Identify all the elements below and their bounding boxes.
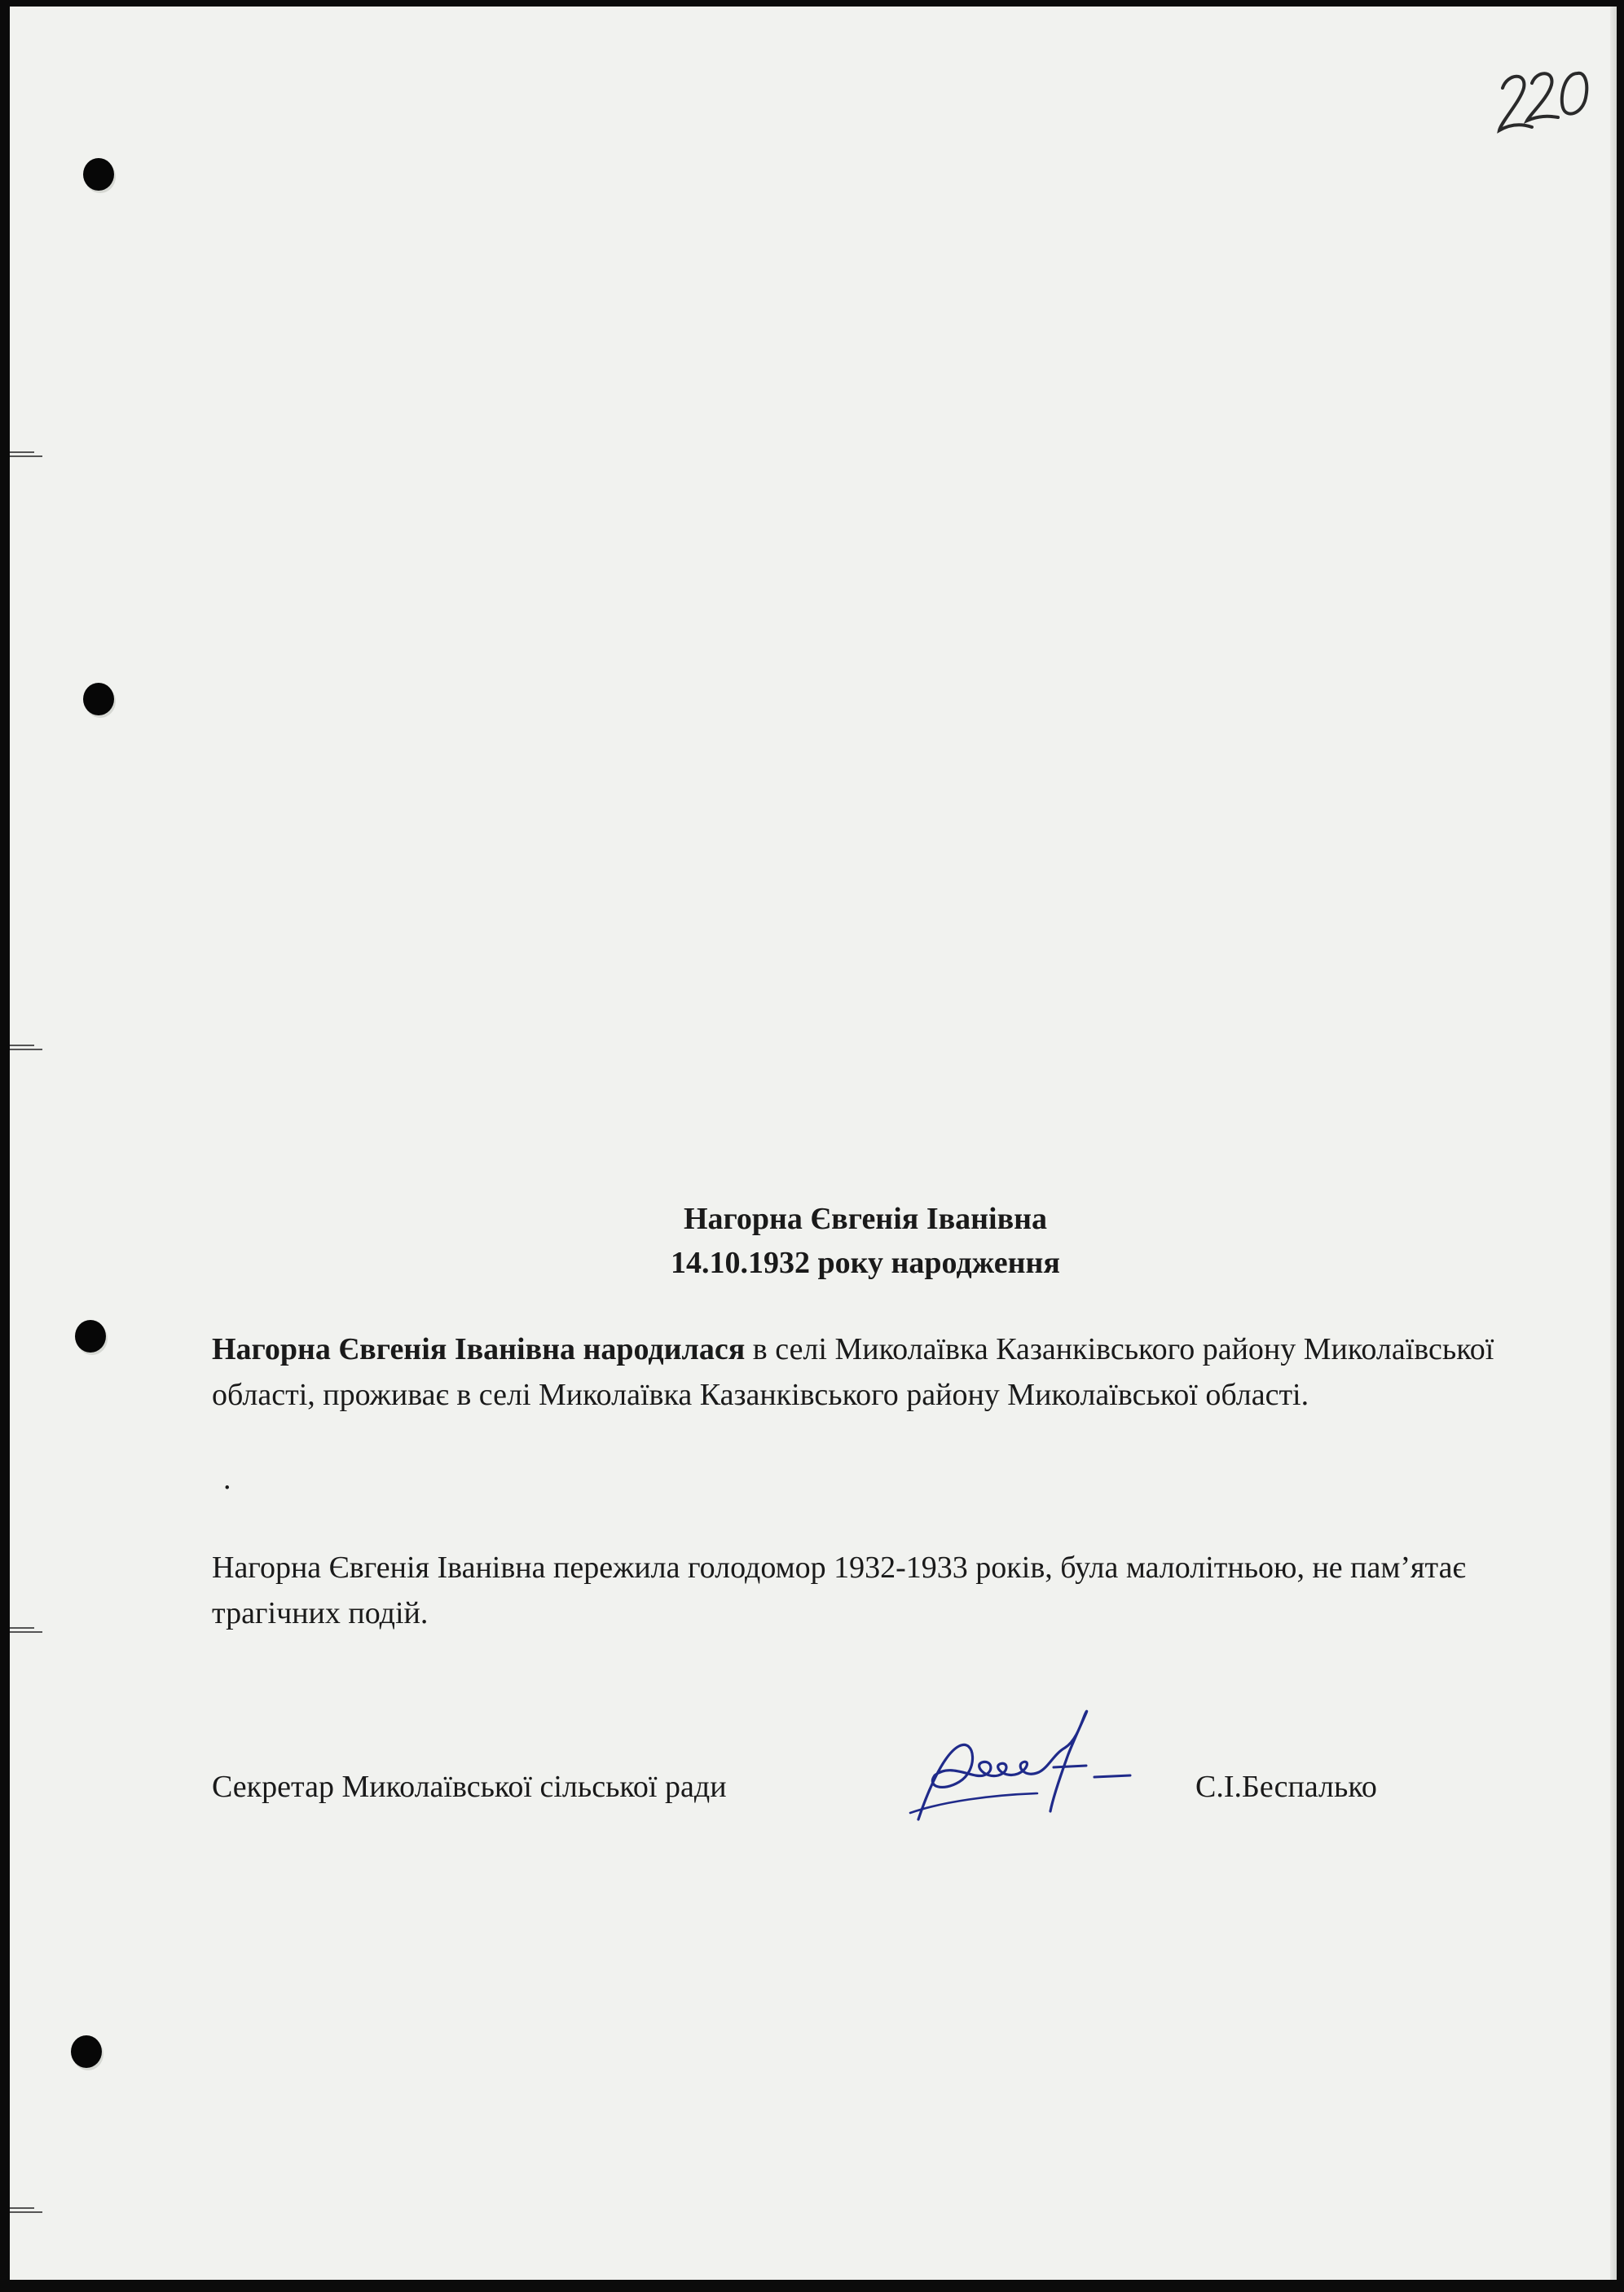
document-page <box>10 7 1617 2280</box>
secretary-name: С.І.Беспалько <box>1195 1770 1377 1804</box>
secretary-title: Секретар Миколаївської сільської ради <box>212 1770 727 1804</box>
punch-hole-3 <box>75 1320 106 1353</box>
page-edge-shadow <box>1610 7 1617 2280</box>
binding-mark-4 <box>10 2206 42 2215</box>
punch-hole-1 <box>83 158 114 191</box>
stray-dot: . <box>223 1462 231 1496</box>
binding-mark-3 <box>10 1626 42 1634</box>
binding-mark-2 <box>10 1044 42 1052</box>
punch-hole-4 <box>71 2035 102 2068</box>
paragraph-birthplace-body: в селі Миколаївка Казанківського району Миколаївської області, проживає в селі Миколаївка Казанківського району Миколаївської області. <box>212 1332 1494 1412</box>
binding-mark-1 <box>10 451 42 459</box>
signature-strokes <box>894 1697 1163 1836</box>
paragraph-birthplace <box>212 1326 1516 1418</box>
page-number-glyphs <box>1493 55 1599 145</box>
handwritten-page-number <box>1493 55 1599 145</box>
heading-name: Нагорна Євгенія Іванівна <box>684 1202 1047 1236</box>
paragraph-survival: Нагорна Євгенія Іванівна пережила голодомор 1932-1933 років, була малолітньою, не пам’ятає трагічних подій. <box>212 1551 1466 1630</box>
paragraph-birthplace-lead: Нагорна Євгенія Іванівна народилася <box>212 1332 746 1366</box>
heading-birth-date: 14.10.1932 року народження <box>671 1246 1060 1280</box>
handwritten-signature <box>894 1697 1163 1836</box>
punch-hole-2 <box>83 683 114 715</box>
